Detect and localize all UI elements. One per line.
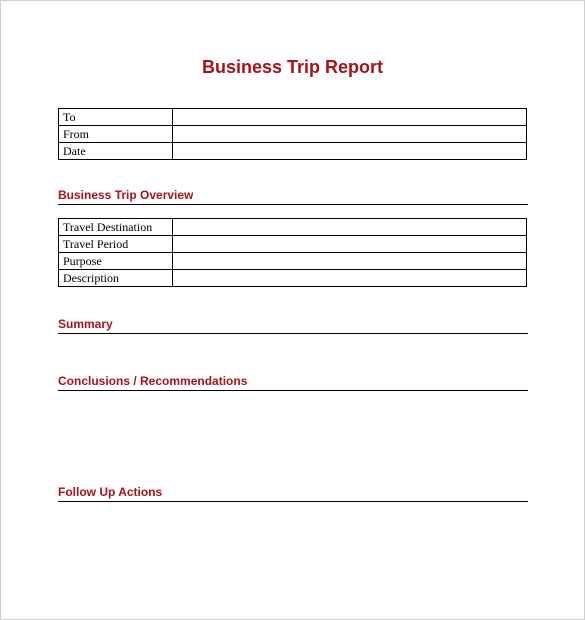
field-value-purpose[interactable]	[173, 253, 527, 270]
table-row	[59, 253, 527, 270]
field-label-description: Description	[59, 270, 173, 287]
recipient-table	[58, 108, 527, 160]
section-heading-conclusions: Conclusions / Recommendations	[58, 374, 528, 391]
field-value-from[interactable]	[173, 126, 527, 143]
field-value-date[interactable]	[173, 143, 527, 160]
field-label-to: To	[59, 109, 173, 126]
field-label-purpose: Purpose	[59, 253, 173, 270]
field-label-period: Travel Period	[59, 236, 173, 253]
field-label-date: Date	[59, 143, 173, 160]
field-value-period[interactable]	[173, 236, 527, 253]
section-heading-overview: Business Trip Overview	[58, 188, 528, 205]
table-row	[59, 270, 527, 287]
table-row	[59, 219, 527, 236]
field-label-from: From	[59, 126, 173, 143]
table-row	[59, 143, 527, 160]
table-row	[59, 109, 527, 126]
table-row	[59, 126, 527, 143]
section-heading-follow-up: Follow Up Actions	[58, 485, 528, 502]
table-row	[59, 236, 527, 253]
section-heading-summary: Summary	[58, 317, 528, 334]
field-value-destination[interactable]	[173, 219, 527, 236]
field-value-description[interactable]	[173, 270, 527, 287]
field-label-destination: Travel Destination	[59, 219, 173, 236]
page-title: Business Trip Report	[201, 57, 384, 77]
field-value-to[interactable]	[173, 109, 527, 126]
overview-table	[58, 218, 527, 287]
